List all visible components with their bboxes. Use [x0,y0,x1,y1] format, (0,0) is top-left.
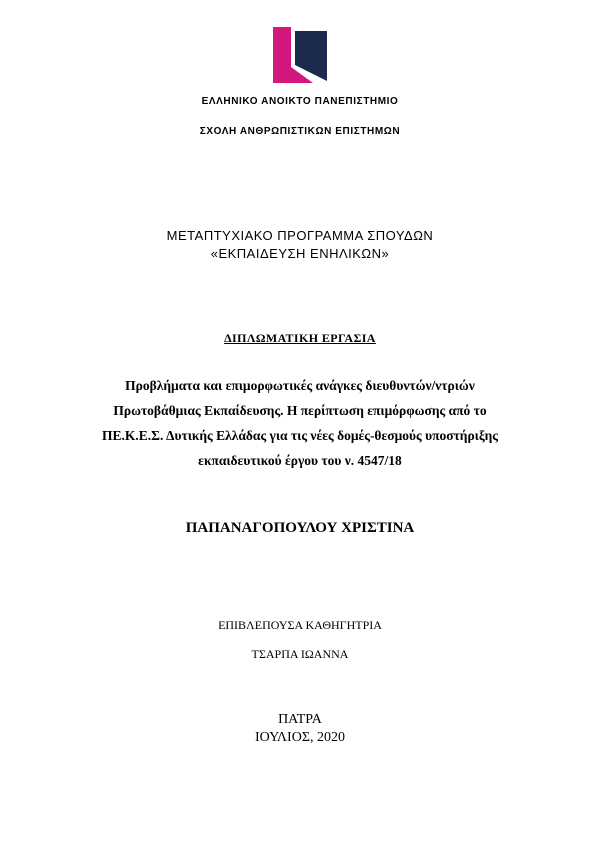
author-name: ΠΑΠΑΝΑΓΟΠΟΥΛΟΥ ΧΡΙΣΤΙΝΑ [185,520,415,536]
thesis-title-line: εκπαιδευτικού έργου του ν. 4547/18 [198,453,402,468]
thesis-title-line: Προβλήματα και επιμορφωτικές ανάγκες διευθυντών/ντριών [125,378,475,393]
logo-white-gap [291,27,295,67]
thesis-label: ΔΙΠΛΩΜΑΤΙΚΗ ΕΡΓΑΣΙΑ [224,331,376,345]
city: ΠΑΤΡΑ [278,712,322,727]
program-name: «ΕΚΠΑΙΔΕΥΣΗ ΕΝΗΛΙΚΩΝ» [210,246,390,261]
date: ΙΟΥΛΙΟΣ, 2020 [255,730,345,745]
thesis-title-line: Πρωτοβάθμιας Εκπαίδευσης. Η περίπτωση επιμόρφωσης από το [113,403,487,418]
supervisor-name: ΤΣΑΡΠΑ ΙΩΑΝΝΑ [251,647,349,661]
supervisor-label: ΕΠΙΒΛΕΠΟΥΣΑ ΚΑΘΗΓΗΤΡΙΑ [218,618,382,632]
university-name: ΕΛΛΗΝΙΚΟ ΑΝΟΙΚΤΟ ΠΑΝΕΠΙΣΤΗΜΙΟ [201,96,399,107]
school-name: ΣΧΟΛΗ ΑΝΘΡΩΠΙΣΤΙΚΩΝ ΕΠΙΣΤΗΜΩΝ [199,126,401,137]
university-logo [273,27,327,83]
thesis-title-line: ΠΕ.Κ.Ε.Σ. Δυτικής Ελλάδας για τις νέες δομές-θεσμούς υποστήριξης [102,428,498,443]
program-title: ΜΕΤΑΠΤΥΧΙΑΚΟ ΠΡΟΓΡΑΜΜΑ ΣΠΟΥΔΩΝ [166,228,434,243]
